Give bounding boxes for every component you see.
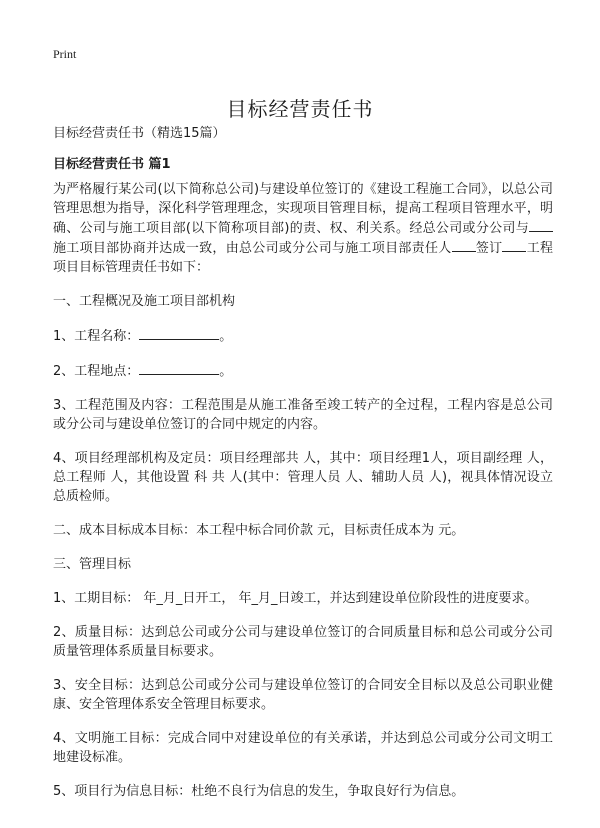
project-name-line: [53, 326, 553, 346]
intro-part-3: 签订: [475, 241, 503, 256]
cost-paragraph: 二、成本目标成本目标：本工程中标合同价款 元，目标责任成本为 元。: [53, 523, 465, 538]
project-location-label: 2、工程地点：: [53, 364, 140, 379]
document-subtitle: 目标经营责任书（精选15篇）: [53, 126, 226, 141]
document-body: [53, 180, 553, 816]
staff-paragraph: 4、项目经理部机构及定员：项目经理部共 人，其中：项目经理1人，项目副经理 人，总工程师 人，其他设置 科 共 人(其中：管理人员 人、辅助人员 人)，视具体情况设立总质检师。: [53, 451, 553, 504]
civil-construction-paragraph: 4、文明施工目标：完成合同中对建设单位的有关承诺，并达到总公司或分公司文明工地建设标准。: [53, 731, 553, 765]
project-location-line: [53, 361, 553, 381]
project-name-label: 1、工程名称：: [53, 329, 140, 344]
blank-line: [139, 361, 219, 375]
project-location-end: 。: [219, 364, 233, 379]
blank-line: [502, 238, 526, 252]
blank-line: [529, 218, 553, 232]
conduct-paragraph: 5、项目行为信息目标：杜绝不良行为信息的发生，争取良好行为信息。: [53, 784, 465, 799]
intro-part-4: 工程项目目标管理责任书如下：: [53, 241, 553, 275]
scope-paragraph: 3、工程范围及内容：工程范围是从施工准备至竣工转产的全过程，工程内容是总公司或分公司与建设单位签订的合同中规定的内容。: [53, 398, 553, 432]
schedule-paragraph: 1、工期目标： 年_月_日开工， 年_月_日竣工，并达到建设单位阶段性的进度要求。: [53, 591, 538, 606]
blank-line: [139, 326, 219, 340]
intro-paragraph: [53, 180, 553, 277]
blank-line: [452, 238, 476, 252]
document-title: 目标经营责任书: [226, 97, 374, 122]
intro-part-2: 施工项目部协商并达成一致，由总公司或分公司与施工项目部责任人: [53, 241, 452, 256]
section-heading: 目标经营责任书 篇1: [53, 157, 171, 172]
quality-paragraph: 2、质量目标：达到总公司或分公司与建设单位签订的合同质量目标和总公司或分公司质量管理体系质量目标要求。: [53, 625, 553, 659]
overview-heading: 一、工程概况及施工项目部机构: [53, 294, 236, 309]
print-link[interactable]: Print: [53, 47, 77, 61]
project-name-end: 。: [219, 329, 233, 344]
management-heading: 三、管理目标: [53, 557, 132, 572]
safety-paragraph: 3、安全目标：达到总公司或分公司与建设单位签订的合同安全目标以及总公司职业健康、安全管理体系安全管理目标要求。: [53, 678, 553, 712]
intro-part-1: 为严格履行某公司(以下简称总公司)与建设单位签订的《建设工程施工合同》，以总公司管理思想为指导，深化科学管理理念，实现项目管理目标，提高工程项目管理水平，明确、公司与施工项目部(以下简称项目部)的责、权、利关系。经总公司或分公司与: [53, 182, 553, 236]
